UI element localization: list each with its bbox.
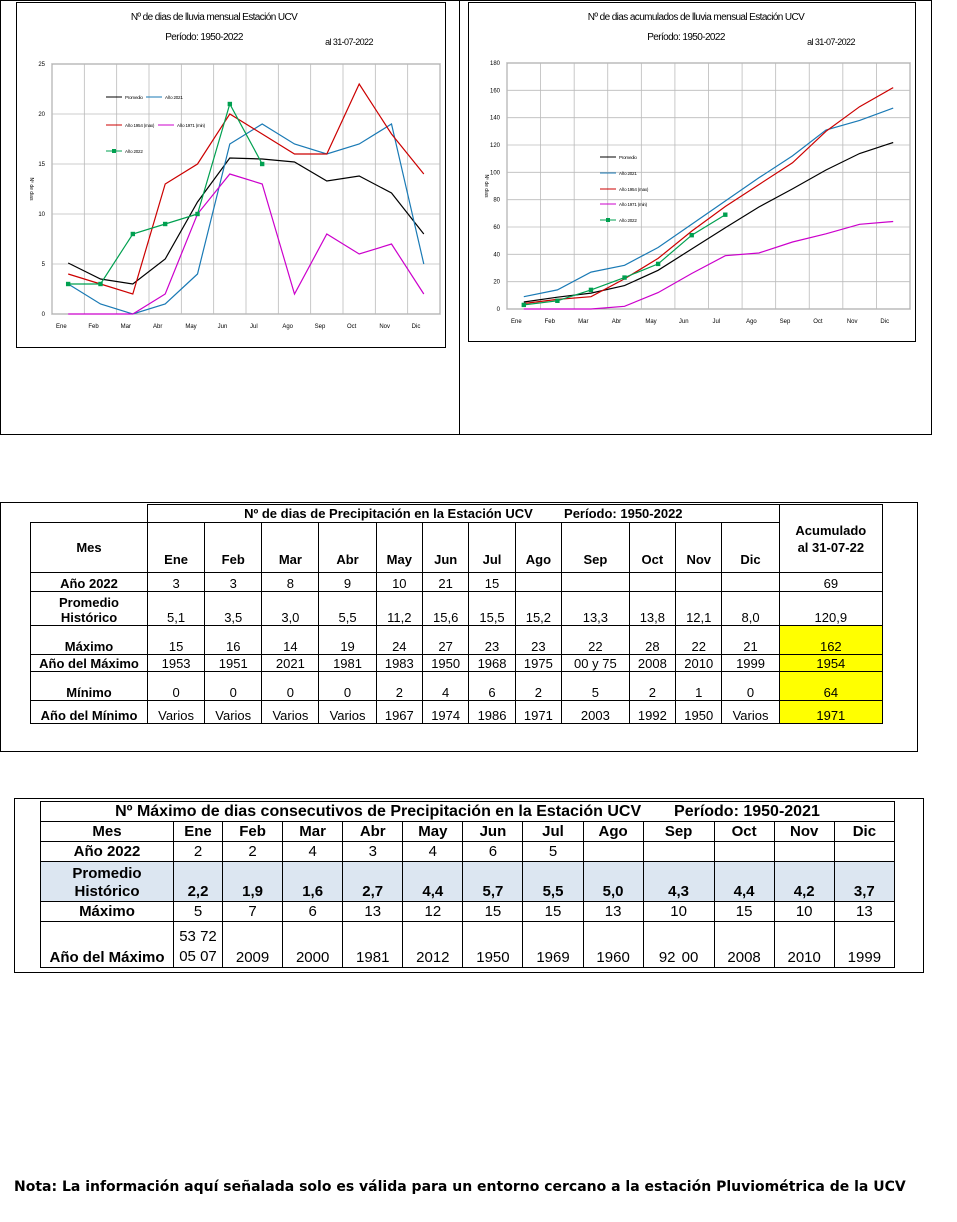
table2-cell: 1981 [343,922,403,968]
table2-month-header: May [403,822,463,842]
table2-row-label [41,862,174,902]
chart-title: Nº de dias acumulados de lluvia mensual Estación UCV [587,12,805,23]
table2-cell [714,842,774,862]
table1-cell: 1986 [469,701,515,724]
table1-cell: 14 [262,626,319,655]
table2-cell: 10 [643,902,714,922]
table1-cell: 15,5 [469,592,515,626]
x-tick-label: Mar [120,324,132,330]
data-point [723,213,727,217]
legend-entry: Año 1954 (max) [125,123,155,128]
consecutive-days-table [40,801,895,968]
x-tick-label: Sep [314,324,326,330]
table1-cell: 3,5 [205,592,262,626]
table1-cell: 19 [319,626,376,655]
precipitation-days-table [30,504,883,724]
table2-cell: 2,2 [174,862,223,902]
table1-month-header: Abr [319,523,376,573]
table1-cell: 13,8 [629,592,675,626]
data-point [195,212,199,216]
table2-cell: 15 [523,902,583,922]
table1-cell: Varios [722,701,779,724]
table2-cell: 2009 [223,922,283,968]
legend-entry: Año 2022 [619,218,637,223]
table1-cell: 0 [262,672,319,701]
chart-title: Nº de dias de lluvia mensual Estación UCV [130,12,298,23]
x-tick-label: Abr [153,324,163,330]
table1-cell [722,573,779,592]
table2-row [41,862,895,902]
y-tick-label: 5 [41,262,45,268]
table2-month-header: Ene [174,822,223,842]
x-tick-label: Ago [282,324,294,330]
table1-cell: 21 [722,626,779,655]
table1-acum-cell: 1954 [779,655,882,672]
table2-cell: 15 [714,902,774,922]
table1-cell: 10 [376,573,422,592]
table2-cell: 5,7 [463,862,523,902]
table1-month-header: Mar [262,523,319,573]
table2-month-header: Oct [714,822,774,842]
series-line [68,104,262,284]
table1-row [31,672,883,701]
table1-title-cell [148,505,780,523]
x-tick-label: May [645,319,657,325]
table2-cell: 6 [463,842,523,862]
table1-cell [515,573,561,592]
table1-cell: 16 [205,626,262,655]
table1-cell: 3,0 [262,592,319,626]
x-tick-label: Dic [411,324,421,330]
table1-cell: 22 [562,626,630,655]
table2-mes-header: Mes [41,822,174,842]
x-tick-label: Nov [379,324,391,330]
y-tick-label: 120 [489,143,500,149]
y-tick-label: 25 [38,62,45,68]
table2-cell: 5 [174,902,223,922]
legend-entry: Año 2021 [165,95,183,100]
table2-cell: 4,3 [643,862,714,902]
table1-row-label: Mínimo [31,672,148,701]
table1-row-label [31,592,148,626]
table2-cell [583,842,643,862]
table1-cell: 28 [629,626,675,655]
table2-month-header: Nov [774,822,834,842]
legend-entry: Año 1971 (min) [177,123,205,128]
x-tick-label: Abr [611,319,622,325]
table2-period: Período: 1950-2021 [674,802,820,820]
table1-cell: 22 [676,626,722,655]
table1-cell: 0 [319,672,376,701]
table1-cell: 2003 [562,701,630,724]
table2-row-label: Máximo [41,902,174,922]
table1-cell [676,573,722,592]
y-tick-label: 80 [493,197,500,204]
legend-entry: Año 2022 [125,149,143,154]
table1-cell: Varios [262,701,319,724]
table1-cell: 11,2 [376,592,422,626]
table2-cell: 4 [283,842,343,862]
table1-cell: 0 [205,672,262,701]
table2-row [41,902,895,922]
table1-mes-header: Mes [31,523,148,573]
table1-cell: 00 y 75 [562,655,630,672]
table1-month-header: Ene [148,523,205,573]
table1-cell: 1983 [376,655,422,672]
table1-cell: 0 [722,672,779,701]
y-tick-label: 0 [496,307,500,313]
data-point [98,282,102,286]
table2-month-header: Jun [463,822,523,842]
table1-cell: 1950 [422,655,468,672]
table1-cell: 1971 [515,701,561,724]
table1-cell: 1974 [422,701,468,724]
chart-subtitle: Período: 1950-2022 [647,32,725,43]
data-point [622,275,626,279]
chart-date-label: al 31-07-2022 [325,37,373,47]
x-tick-label: Oct [347,324,357,330]
table2-title: Nº Máximo de dias consecutivos de Precipitación en la Estación UCV [115,802,642,820]
x-tick-label: Ene [511,319,522,325]
table1-cell: 12,1 [676,592,722,626]
table1-row [31,626,883,655]
table1-row [31,573,883,592]
footnote: Nota: La información aquí señalada solo es válida para un entorno cercano a la estación Pluviométrica de la UCV [14,1179,906,1195]
legend-entry: Año 1954 (max) [619,187,649,192]
table1-cell: 8 [262,573,319,592]
data-point [690,233,694,237]
table2-row [41,922,895,968]
table1-cell: 1999 [722,655,779,672]
data-point [589,288,593,292]
legend-marker [112,149,116,153]
table1-cell: 1967 [376,701,422,724]
table2-cell: 5,0 [583,862,643,902]
table1-cell: 5 [562,672,630,701]
table2-cell [834,842,894,862]
y-tick-label: 180 [489,61,500,67]
table1-month-header: Jul [469,523,515,573]
table1-row [31,655,883,672]
table2-cell: 2010 [774,922,834,968]
table1-cell: 2008 [629,655,675,672]
legend-entry: Año 2021 [619,171,637,176]
table1-cell: 2 [376,672,422,701]
table1-row-label: Año 2022 [31,573,148,592]
table1-cell: 2 [515,672,561,701]
table1-row [31,592,883,626]
table2-cell: 2,7 [343,862,403,902]
table1-acum-cell: 120,9 [779,592,882,626]
data-point [656,262,660,266]
table1-cell: 27 [422,626,468,655]
acum-header-line1: Acumulado [795,522,867,538]
table2-cell [774,842,834,862]
x-tick-label: Feb [88,324,99,330]
table1-month-header: Nov [676,523,722,573]
table2-cell: 1969 [523,922,583,968]
table1-cell [562,573,630,592]
table1-cell: 5,5 [319,592,376,626]
table1-cell [629,573,675,592]
table1-cell: 9 [319,573,376,592]
x-tick-label: Ago [746,319,757,325]
table1-row-label: Año del Mínimo [31,701,148,724]
row-label-line1: Promedio [59,595,119,610]
table1-cell: 1 [676,672,722,701]
data-point [522,303,526,307]
x-tick-label: Jul [250,324,258,330]
x-tick-label: Dic [880,319,890,325]
table1-month-header: Sep [562,523,630,573]
table2-month-header: Dic [834,822,894,842]
table2-cell: 53 72 05 07 [174,922,223,968]
x-tick-label: Feb [544,319,555,325]
table2-title-cell [41,802,895,822]
table1-cell: 15 [148,626,205,655]
legend-entry: Año 1971 (min) [619,202,647,207]
table2-cell: 92 00 [643,922,714,968]
table1-cell: 15,6 [422,592,468,626]
table1-month-header: Oct [629,523,675,573]
table2-cell: 2 [174,842,223,862]
table1-cell: 2021 [262,655,319,672]
acum-header-line2: al 31-07-22 [797,539,865,555]
x-tick-label: Ene [56,324,67,330]
table1-acum-cell: 69 [779,573,882,592]
y-tick-label: 160 [489,88,500,95]
table1-row-label: Máximo [31,626,148,655]
table2-month-header: Sep [643,822,714,842]
table1-cell: Varios [319,701,376,724]
chart-date-label: al 31-07-2022 [807,37,855,47]
table2-row-label: Año del Máximo [41,922,174,968]
table2-month-header: Feb [223,822,283,842]
table2-month-header: Mar [283,822,343,842]
table1-cell: 8,0 [722,592,779,626]
chart-cumulative-rain-days [468,2,916,342]
y-tick-label: 20 [38,112,45,118]
table1-acum-cell: 64 [779,672,882,701]
table1-month-header: Dic [722,523,779,573]
table2-cell: 13 [343,902,403,922]
table1-month-header: Ago [515,523,561,573]
data-point [66,282,70,286]
table1-cell: 24 [376,626,422,655]
table1-month-header: Feb [205,523,262,573]
table1-month-header: May [376,523,422,573]
table1-cell: 1951 [205,655,262,672]
table1-cell: 0 [148,672,205,701]
legend-marker [606,218,610,222]
x-tick-label: Jun [217,324,228,330]
table1-cell: 1975 [515,655,561,672]
x-tick-label: Sep [779,319,791,325]
table1-cell: 15 [469,573,515,592]
data-point [131,232,135,236]
chart-subtitle: Período: 1950-2022 [165,32,243,43]
table1-cell: 23 [469,626,515,655]
table1-cell: 13,3 [562,592,630,626]
table2-cell: 1960 [583,922,643,968]
table2-month-header: Abr [343,822,403,842]
table1-cell: 4 [422,672,468,701]
table2-cell: 4,2 [774,862,834,902]
table2-cell: 6 [283,902,343,922]
table1-cell: 23 [515,626,561,655]
y-tick-label: 140 [489,115,500,122]
table2-cell: 1950 [463,922,523,968]
x-tick-label: Mar [578,319,589,325]
y-tick-label: 60 [493,225,500,231]
table2-row-label: Año 2022 [41,842,174,862]
table2-cell: 1,9 [223,862,283,902]
y-tick-label: 100 [489,170,500,177]
table2-cell: 3 [343,842,403,862]
table1-period: Período: 1950-2022 [564,506,683,521]
legend-entry: Promedio [125,95,143,100]
table1-cell: 2010 [676,655,722,672]
table1-month-header: Jun [422,523,468,573]
table1-cell: 15,2 [515,592,561,626]
table1-cell: 3 [205,573,262,592]
table1-cell: Varios [205,701,262,724]
table2-cell: 5,5 [523,862,583,902]
table2-cell: 2000 [283,922,343,968]
table1-cell: 6 [469,672,515,701]
table2-cell: 12 [403,902,463,922]
table2-row [41,842,895,862]
table2-month-header: Jul [523,822,583,842]
table1-acum-header [779,505,882,573]
y-axis-label: Nº de dias [28,177,34,201]
y-tick-label: 10 [38,212,45,218]
table2-cell: 1,6 [283,862,343,902]
table2-cell: 13 [583,902,643,922]
x-tick-label: Jul [712,319,721,325]
table2-cell: 10 [774,902,834,922]
table1-cell: 3 [148,573,205,592]
table1-title: Nº de dias de Precipitación en la Estación UCV [244,506,533,521]
x-tick-label: Jun [678,319,689,325]
table1-cell: 1953 [148,655,205,672]
table2-cell: 15 [463,902,523,922]
table2-cell [643,842,714,862]
table2-cell: 13 [834,902,894,922]
table1-cell: Varios [148,701,205,724]
row-label-line2: Histórico [74,883,140,900]
table2-cell: 4,4 [403,862,463,902]
table2-cell: 2012 [403,922,463,968]
table2-month-header: Ago [583,822,643,842]
row-label-line1: Promedio [72,865,142,882]
table2-cell: 2008 [714,922,774,968]
table2-cell: 7 [223,902,283,922]
table2-cell: 4,4 [714,862,774,902]
y-tick-label: 20 [493,279,500,286]
data-point [163,222,167,226]
x-tick-label: Nov [846,319,858,325]
table1-cell: 21 [422,573,468,592]
chart-daily-rain-monthly [16,2,446,348]
table1-cell: 2 [629,672,675,701]
data-point [555,299,559,303]
table1-row [31,701,883,724]
table1-acum-cell: 1971 [779,701,882,724]
table1-cell: 5,1 [148,592,205,626]
table1-row-label: Año del Máximo [31,655,148,672]
table2-cell: 2 [223,842,283,862]
charts-divider [459,0,460,435]
x-tick-label: May [185,324,197,330]
table1-cell: 1950 [676,701,722,724]
y-tick-label: 15 [38,162,45,168]
data-point [260,162,264,166]
x-tick-label: Oct [813,319,823,325]
table2-cell: 5 [523,842,583,862]
table1-cell: 1992 [629,701,675,724]
table1-cell: 1981 [319,655,376,672]
table2-cell: 4 [403,842,463,862]
row-label-line2: Histórico [60,610,118,625]
table1-acum-cell: 162 [779,626,882,655]
y-tick-label: 0 [41,312,45,318]
data-point [228,102,232,106]
legend-entry: Promedio [619,155,637,160]
table2-cell: 1999 [834,922,894,968]
y-tick-label: 40 [493,252,500,259]
table1-cell: 1968 [469,655,515,672]
table2-cell: 3,7 [834,862,894,902]
y-axis-label: Nº de dias [483,174,489,198]
